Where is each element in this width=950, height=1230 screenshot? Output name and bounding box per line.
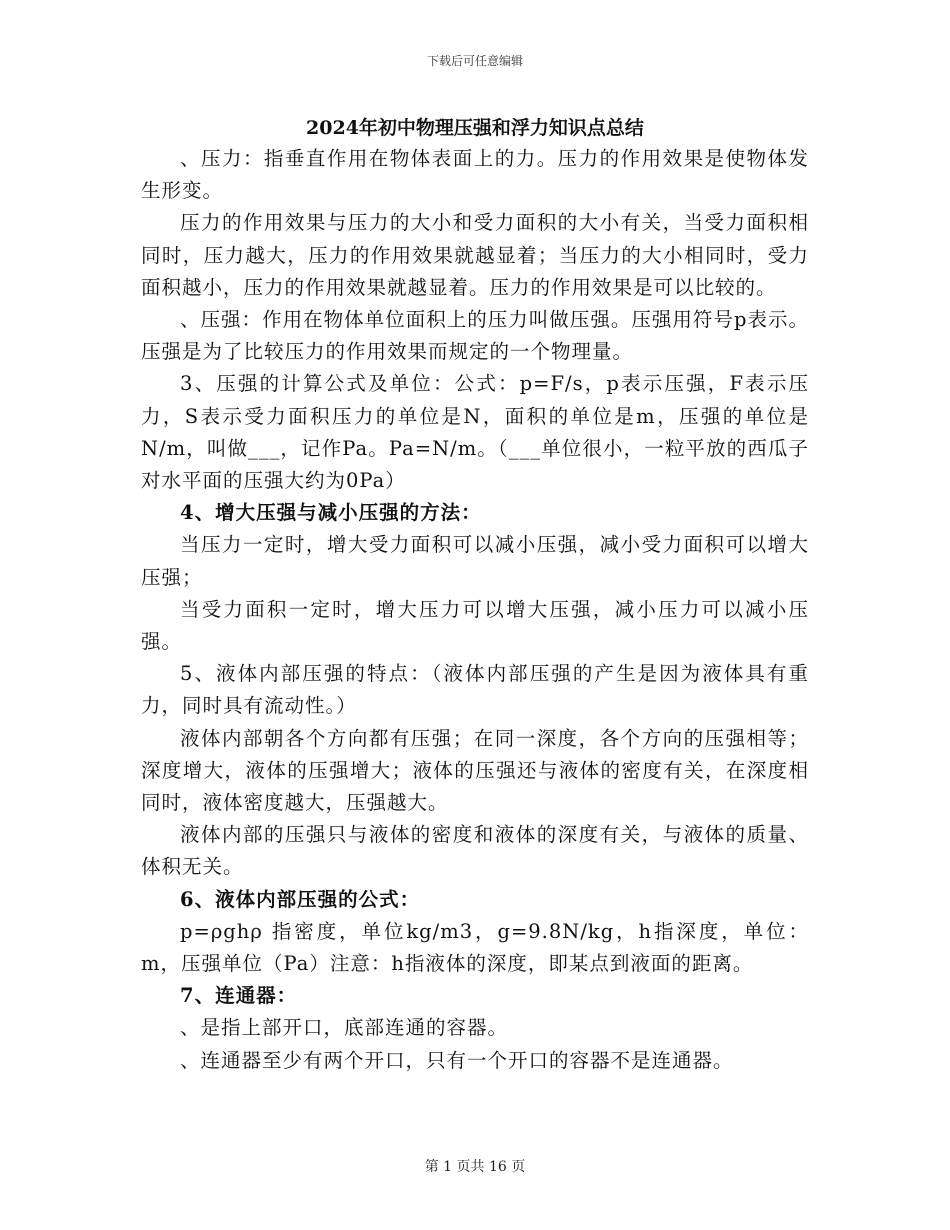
document-body [141, 143, 809, 1077]
paragraph-pressure-intensity: 、压强：作用在物体单位面积上的压力叫做压强。压强用符号p表示。压强是为了比较压力的作用效果而规定的一个物理量。 [141, 308, 809, 364]
paragraph-liquid-formula: p=ρghρ 指密度，单位kg/m3，g=9.8N/kg，h指深度，单位：m，压强单位（Pa）注意：h指液体的深度，即某点到液面的距离。 [141, 919, 809, 976]
document-title: 2024年初中物理压强和浮力知识点总结 [306, 117, 644, 139]
page-footer: 第 1 页共 16 页 [424, 1159, 526, 1175]
heading-liquid-formula: 6、液体内部压强的公式： [180, 887, 421, 911]
paragraph-liquid-directions: 液体内部朝各个方向都有压强；在同一深度，各个方向的压强相等；深度增大，液体的压强增大；液体的压强还与液体的密度有关，在深度相同时，液体密度越大，压强越大。 [141, 726, 809, 815]
heading-increase-decrease: 4、增大压强与减小压强的方法： [180, 501, 482, 525]
heading-connected-vessel: 7、连通器： [180, 984, 298, 1008]
paragraph-formula-units: 3、压强的计算公式及单位：公式：p=F/s，p表示压强，F表示压力，S表示受力面积压力的单位是N，面积的单位是m，压强的单位是N/m，叫做___，记作Pa。Pa=N/m。（___单位很小，一粒平放的西瓜子对水平面的压强大约为0Pa） [141, 372, 809, 493]
paragraph-vessel-openings: 、连通器至少有两个开口，只有一个开口的容器不是连通器。 [180, 1048, 734, 1072]
paragraph-method-1: 当压力一定时，增大受力面积可以减小压强，减小受力面积可以增大压强； [141, 533, 809, 589]
paragraph-liquid-dependence: 液体内部的压强只与液体的密度和液体的深度有关，与液体的质量、体积无关。 [141, 823, 809, 879]
header-note: 下载后可任意编辑 [426, 54, 523, 68]
paragraph-liquid-features: 5、液体内部压强的特点：（液体内部压强的产生是因为液体具有重力，同时具有流动性。） [141, 662, 809, 718]
paragraph-vessel-definition: 、是指上部开口，底部连通的容器。 [180, 1016, 509, 1040]
paragraph-pressure-effect: 压力的作用效果与压力的大小和受力面积的大小有关，当受力面积相同时，压力越大，压力的作用效果就越显着；当压力的大小相同时，受力面积越小，压力的作用效果就越显着。压力的作用效果是可以比较的。 [141, 211, 809, 299]
paragraph-pressure-definition: 、压力：指垂直作用在物体表面上的力。压力的作用效果是使物体发生形变。 [141, 147, 809, 203]
paragraph-method-2: 当受力面积一定时，增大压力可以增大压强，减小压力可以减小压强。 [141, 597, 809, 654]
